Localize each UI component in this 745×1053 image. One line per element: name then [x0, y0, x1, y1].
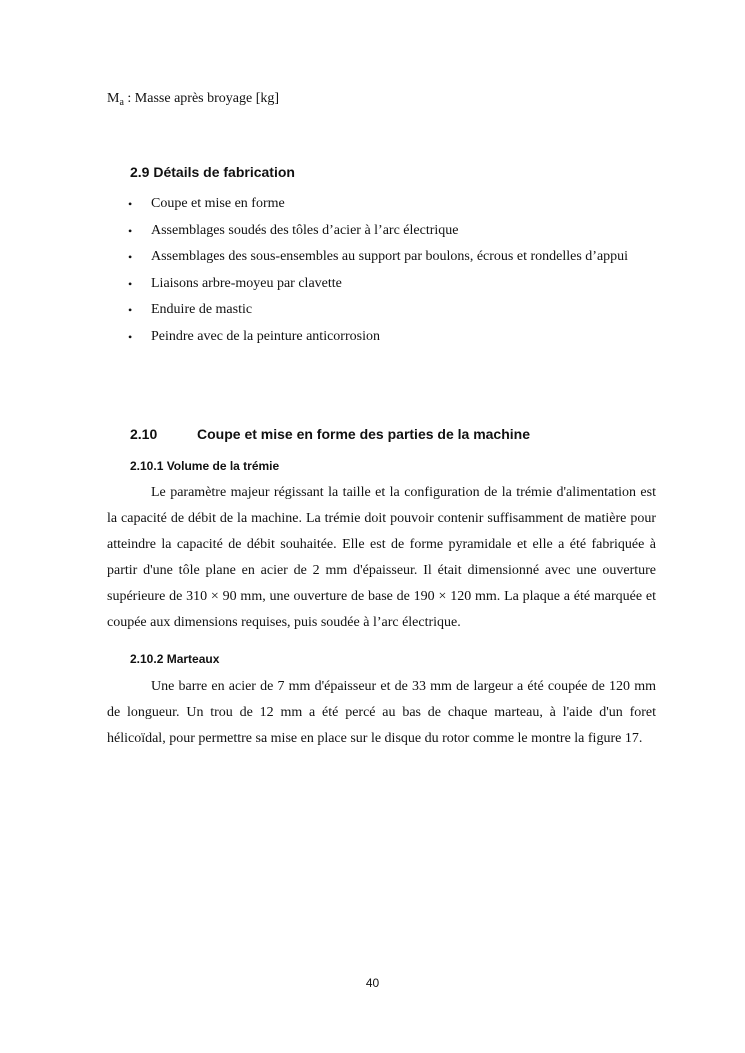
list-item-text: Liaisons arbre-moyeu par clavette [151, 275, 342, 291]
list-item-text: Assemblages soudés des tôles d’acier à l’arc électrique [151, 222, 459, 238]
bullet-icon: • [128, 250, 133, 264]
list-item [128, 244, 668, 271]
bullet-icon: • [128, 276, 133, 291]
list-item [128, 271, 668, 298]
list-item [128, 297, 668, 324]
section-2-10-number: 2.10 [130, 426, 158, 442]
list-item [128, 324, 668, 351]
bullet-icon: • [128, 197, 133, 211]
subsection-2-10-1-heading: 2.10.1 Volume de la trémie [130, 459, 280, 473]
fabrication-details-list [128, 191, 668, 350]
section-2-9-heading: 2.9 Détails de fabrication [130, 164, 295, 180]
list-item-text: Coupe et mise en forme [151, 196, 285, 211]
bullet-icon: • [128, 223, 133, 238]
mass-subscript: a [119, 97, 124, 108]
mass-text: : Masse après broyage [kg] [123, 91, 280, 106]
hopper-paragraph: Le paramètre majeur régissant la taille et la configuration de la trémie d'alimentation est la capacité de débit de la machine. La trémie doit pouvoir contenir suffisamment de matière pour atteindre la capacité de débit souhaitée. Elle est de forme pyramidale et elle a été fabriquée à partir d'une tôle plane en acier de 2 mm d'épaisseur. Il était dimensionné avec une ouverture supérieure de 310 × 90 mm, une ouverture de base de 190 × 120 mm. La plaque a été marquée et coupée aux dimensions requises, puis soudée à l’arc électrique. [107, 485, 656, 630]
section-2-10-title: Coupe et mise en forme des parties de la machine [197, 426, 530, 442]
list-item-text: Enduire de mastic [151, 302, 253, 317]
list-item [128, 191, 668, 218]
mass-definition [107, 91, 279, 107]
subsection-2-10-2-heading: 2.10.2 Marteaux [130, 652, 220, 666]
bullet-icon: • [128, 329, 133, 344]
list-item [128, 218, 668, 245]
mass-symbol: M [107, 91, 120, 106]
list-item-text: Peindre avec de la peinture anticorrosion [151, 328, 380, 344]
bullet-icon: • [128, 303, 133, 317]
hammers-paragraph: Une barre en acier de 7 mm d'épaisseur et de 33 mm de largeur a été coupée de 120 mm de longueur. Un trou de 12 mm a été percé au bas de chaque marteau, à l'aide d'un foret hélicoïdal, pour permettre sa mise en place sur le disque du rotor comme le montre la figure 17. [107, 679, 656, 746]
page-number: 40 [365, 976, 380, 990]
list-item-text: Assemblages des sous-ensembles au support par boulons, écrous et rondelles d’appui [151, 249, 629, 264]
section-2-10-heading [130, 426, 530, 442]
